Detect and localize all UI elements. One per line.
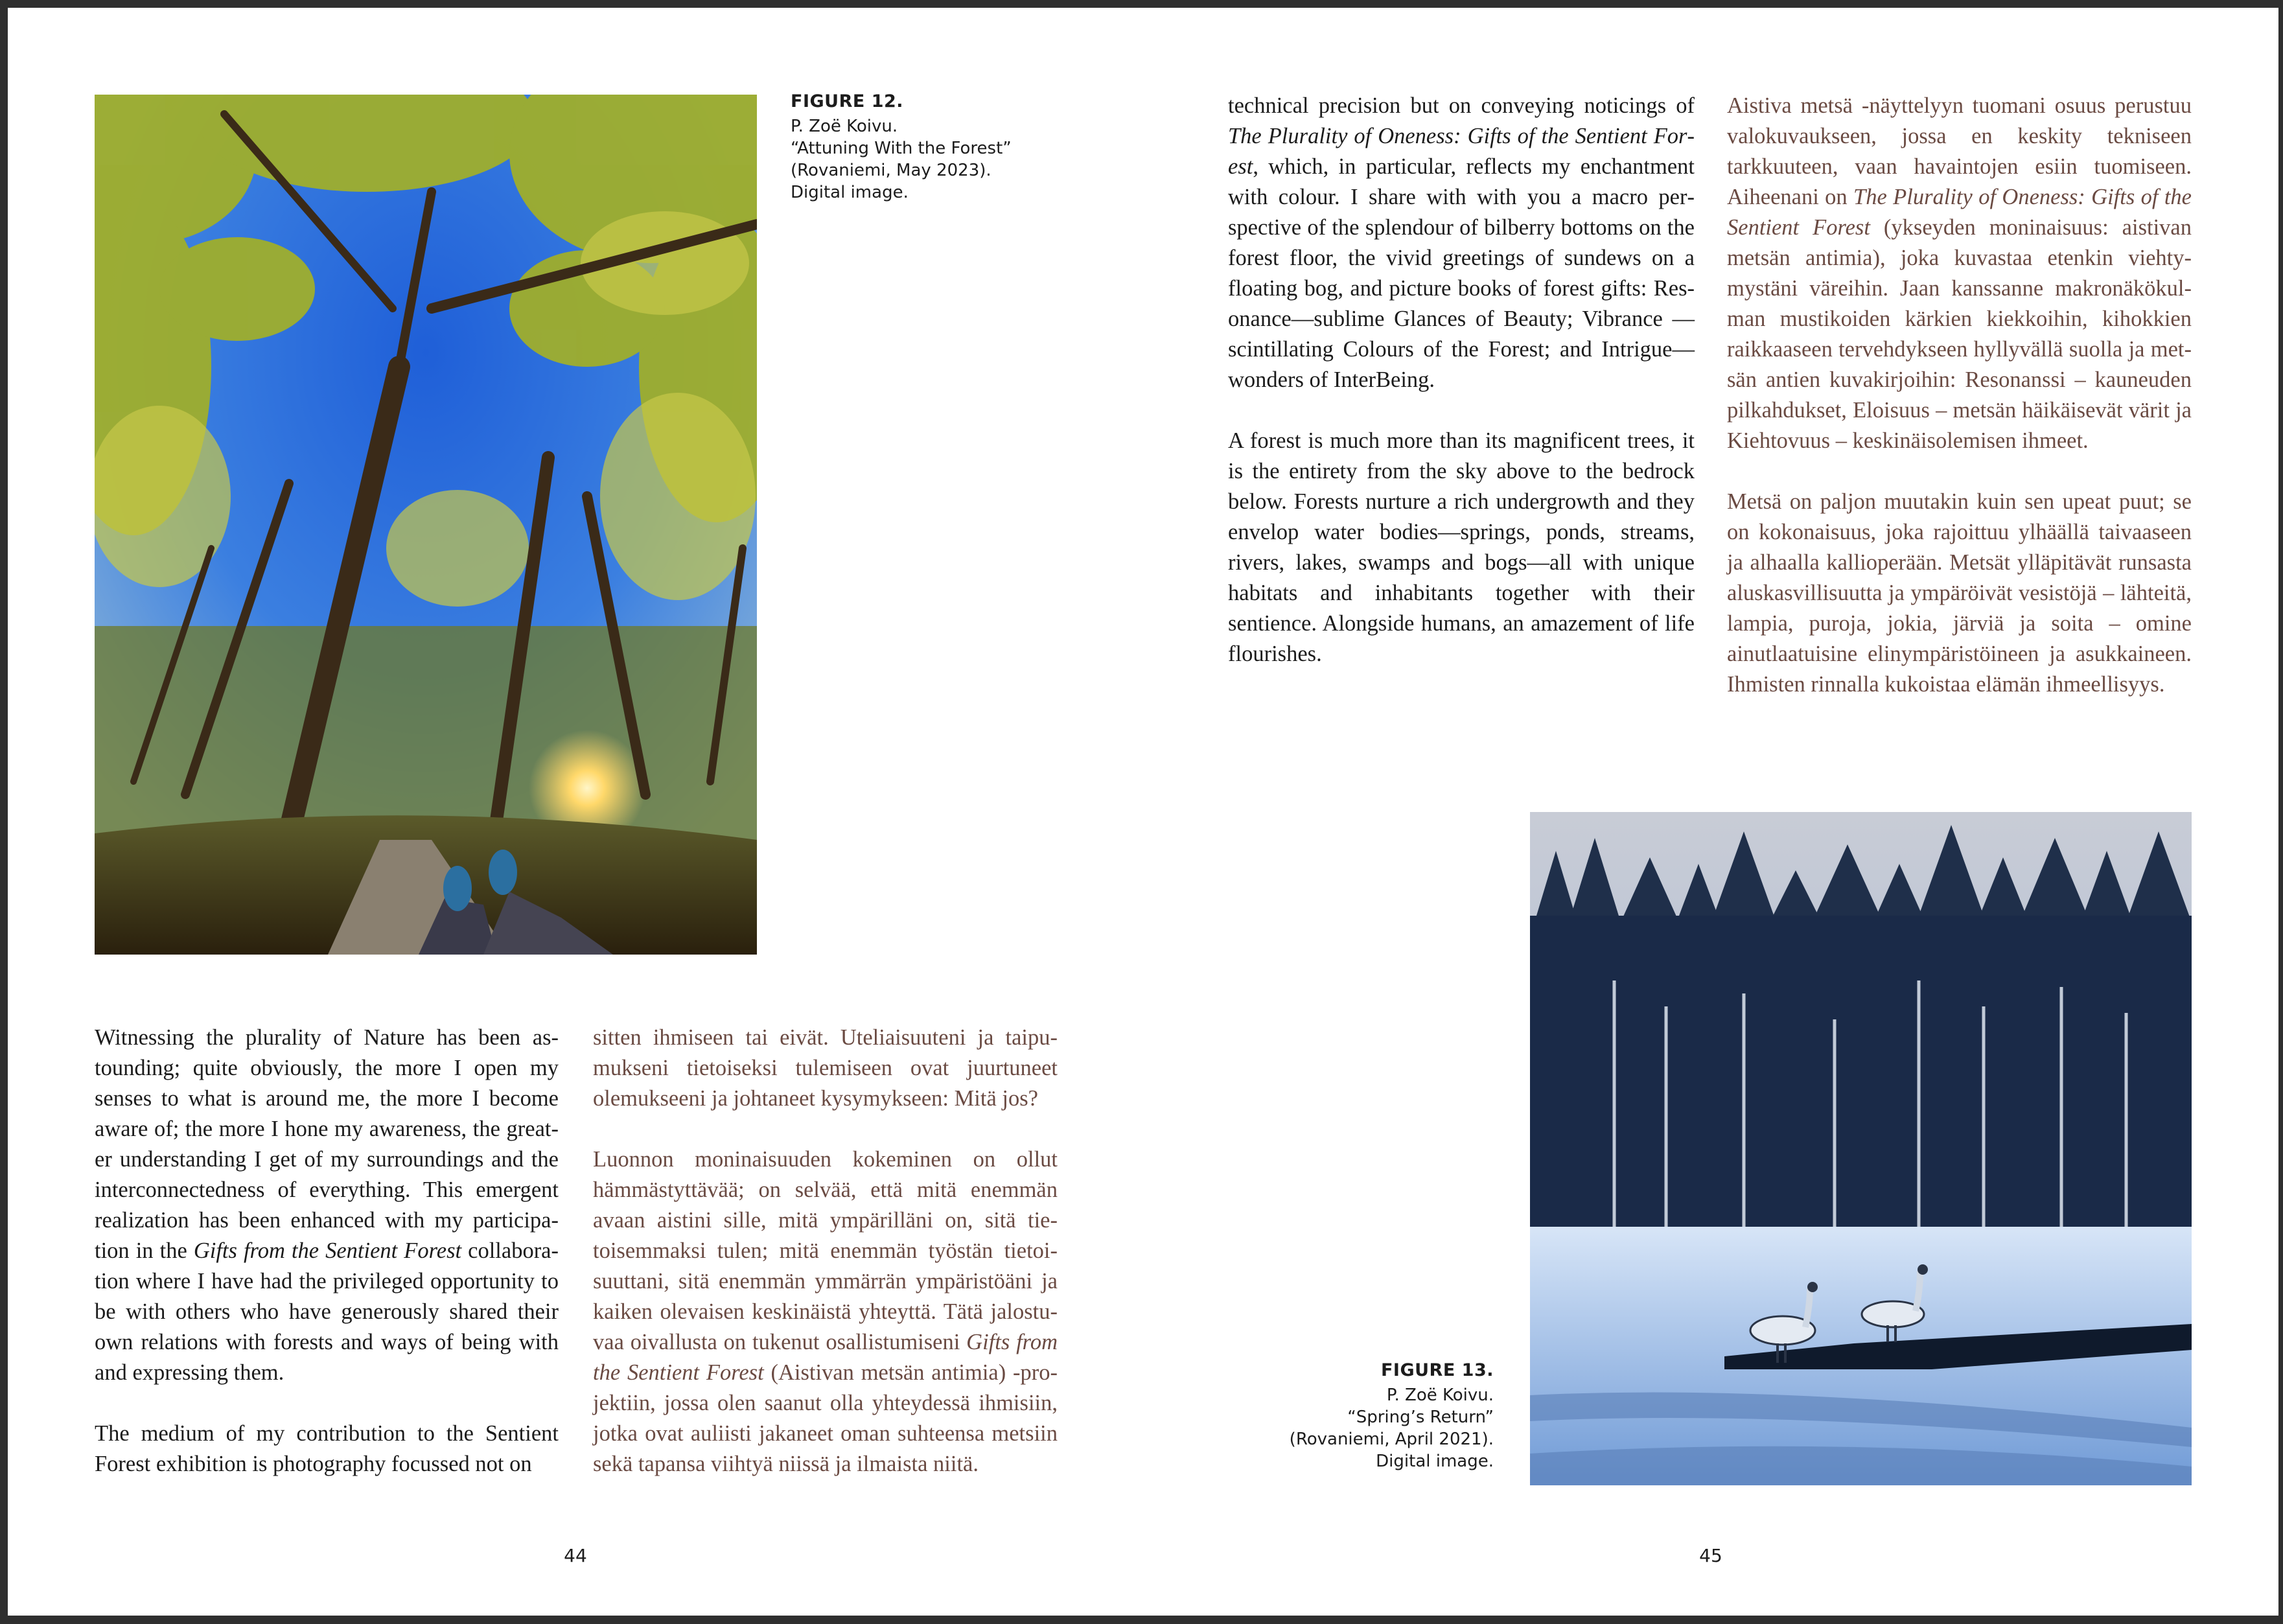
text-run: (ykseyden moninaisuus: aistivan metsän antimia), joka kuvastaa etenkin viehtymystäni väreihin. Jaan kanssanne makronäkökulman mustikoiden kärkien kiekkoihin, kihokkien raikkaaseen tervehdykseen hyllyvällä suolla ja metsän antien kuvakirjoihin: Resonanssi – kauneuden pilkahdukset, Eloisuus – metsän häikäisevät värit ja Kiehtovuus – keskinäisolemisen ihmeet. [1727, 215, 2192, 453]
right-english-paragraph-1 [1228, 91, 1695, 395]
figure-12-photo [95, 95, 757, 955]
italic-title: The Plurality of Oneness: Gifts of the Sentient Forest [1727, 185, 2192, 240]
figure-13-label: FIGURE 13. [1380, 1360, 1494, 1380]
figure-13-author: P. Zoë Koivu. [1386, 1386, 1494, 1405]
page-number-right: 45 [1699, 1545, 1722, 1566]
figure-12-place-date: (Rovaniemi, May 2023). [791, 161, 991, 180]
figure-13-medium: Digital image. [1376, 1452, 1494, 1471]
figure-13-photo [1530, 812, 2192, 1485]
page-number-left: 44 [564, 1545, 587, 1566]
text-run: , which, in particular, reflects my enchantment with colour. I share with with you a macro perspective of the splendour of bilberry bottoms on the forest floor, the vivid greetings of sundews on a floating bog, and picture books of forest gifts: Resonance—sublime Glances of Beauty; Vibrance — scintillating Colours of the Forest; and Intrigue—wonders of InterBeing. [1228, 154, 1695, 392]
figure-12-title: “Attuning With the Forest” [791, 139, 1012, 158]
italic-title: Gifts from the Sentient Forest [593, 1330, 1058, 1385]
left-finnish-paragraph-2 [593, 1144, 1058, 1479]
text-run: (Aistivan metsän antimia) -projektiin, jossa olen saanut olla yhteydessä ihmisiin, jotka ovat auliisti jakaneet oman suhteensa metsiin sekä tapansa viihtyä niissä ja ilmaista niitä. [593, 1360, 1058, 1476]
swans-lake-image [1530, 812, 2192, 1485]
text-run: Aistiva metsä -näyttelyyn tuomani osuus perustuu valokuvaukseen, jossa en keskity tekniseen tarkkuuteen, vaan havaintojen esiin tuomiseen. Aiheenani on [1727, 93, 2192, 209]
left-page-english-column [95, 1023, 559, 1479]
forest-canopy-image [95, 95, 757, 955]
figure-13-title: “Spring’s Return” [1347, 1408, 1494, 1427]
italic-title: Gifts from the Sentient Forest [193, 1238, 462, 1263]
text-run: Witnessing the plurality of Nature has been astounding; quite obviously, the more I open my senses to what is around me, the more I become aware of; the more I hone my awareness, the greater understanding I get of my surroundings and the interconnectedness of everything. This emergent realization has been enhanced with my participation in the [95, 1025, 559, 1263]
italic-title: The Plurality of Oneness: Gifts of the Sentient Forest [1228, 124, 1695, 179]
right-finnish-paragraph-2: Metsä on paljon muutakin kuin sen upeat puut; se on kokonaisuus, joka rajoittuu ylhäällä taivaaseen ja alhaalla kallioperään. Metsät ylläpitävät runsasta aluskasvillisuutta ja ympäröivät vesistöjä – lähteitä, lampia, puroja, jokia, järviä ja soita – omine ainutlaatuisine elinympäristöineen ja asukkaineen. Ihmisten rinnalla kukoistaa elämän ihmeellisyys. [1727, 489, 2192, 697]
text-run: technical precision but on conveying noticings of [1228, 93, 1695, 118]
figure-12-medium: Digital image. [791, 183, 909, 202]
figure-12-caption [791, 91, 1012, 203]
text-run: Luonnon moninaisuuden kokeminen on ollut hämmästyttävää; on selvää, että mitä enemmän avaan aistini sille, mitä ympärilläni on, sitä tietoisemmaksi tulen; mitä enemmän työstän tietoisuuttani, sitä enemmän ymmärrän ympäristöäni ja kaiken olevaisen keskinäistä yhteyttä. Tätä jalostuvaa oivallusta on tukenut osallistumiseni [593, 1147, 1058, 1354]
figure-12-label: FIGURE 12. [791, 91, 904, 111]
right-english-paragraph-2: A forest is much more than its magnificent trees, it is the entirety from the sky above to the bedrock below. Forests nurture a rich undergrowth and they envelop water bodies—springs, ponds, streams, rivers, lakes, swamps and bogs—all with unique habitats and inhabitants together with their sentience. Alongside humans, an amazement of life flourishes. [1228, 428, 1695, 666]
right-page-finnish-column [1727, 91, 2192, 700]
text-run: collaboration where I have had the privileged opportunity to be with others who have generously shared their own relations with forests and ways of being with and expressing them. [95, 1238, 559, 1385]
right-finnish-paragraph-1 [1727, 91, 2192, 456]
left-english-paragraph-1 [95, 1023, 559, 1388]
left-finnish-paragraph-1: sitten ihmiseen tai eivät. Uteliaisuuteni ja taipumukseni tietoiseksi tulemiseen ovat juurtuneet olemukseeni ja johtaneet kysymykseen: Mitä jos? [593, 1025, 1058, 1111]
right-page-english-column [1228, 91, 1695, 669]
figure-13-caption [1231, 1360, 1494, 1472]
figure-12-author: P. Zoë Koivu. [791, 117, 898, 136]
left-english-paragraph-2: The medium of my contribution to the Sentient Forest exhibition is photography focussed not on [95, 1421, 559, 1476]
left-page-finnish-column [593, 1023, 1058, 1479]
figure-13-place-date: (Rovaniemi, April 2021). [1289, 1430, 1494, 1449]
